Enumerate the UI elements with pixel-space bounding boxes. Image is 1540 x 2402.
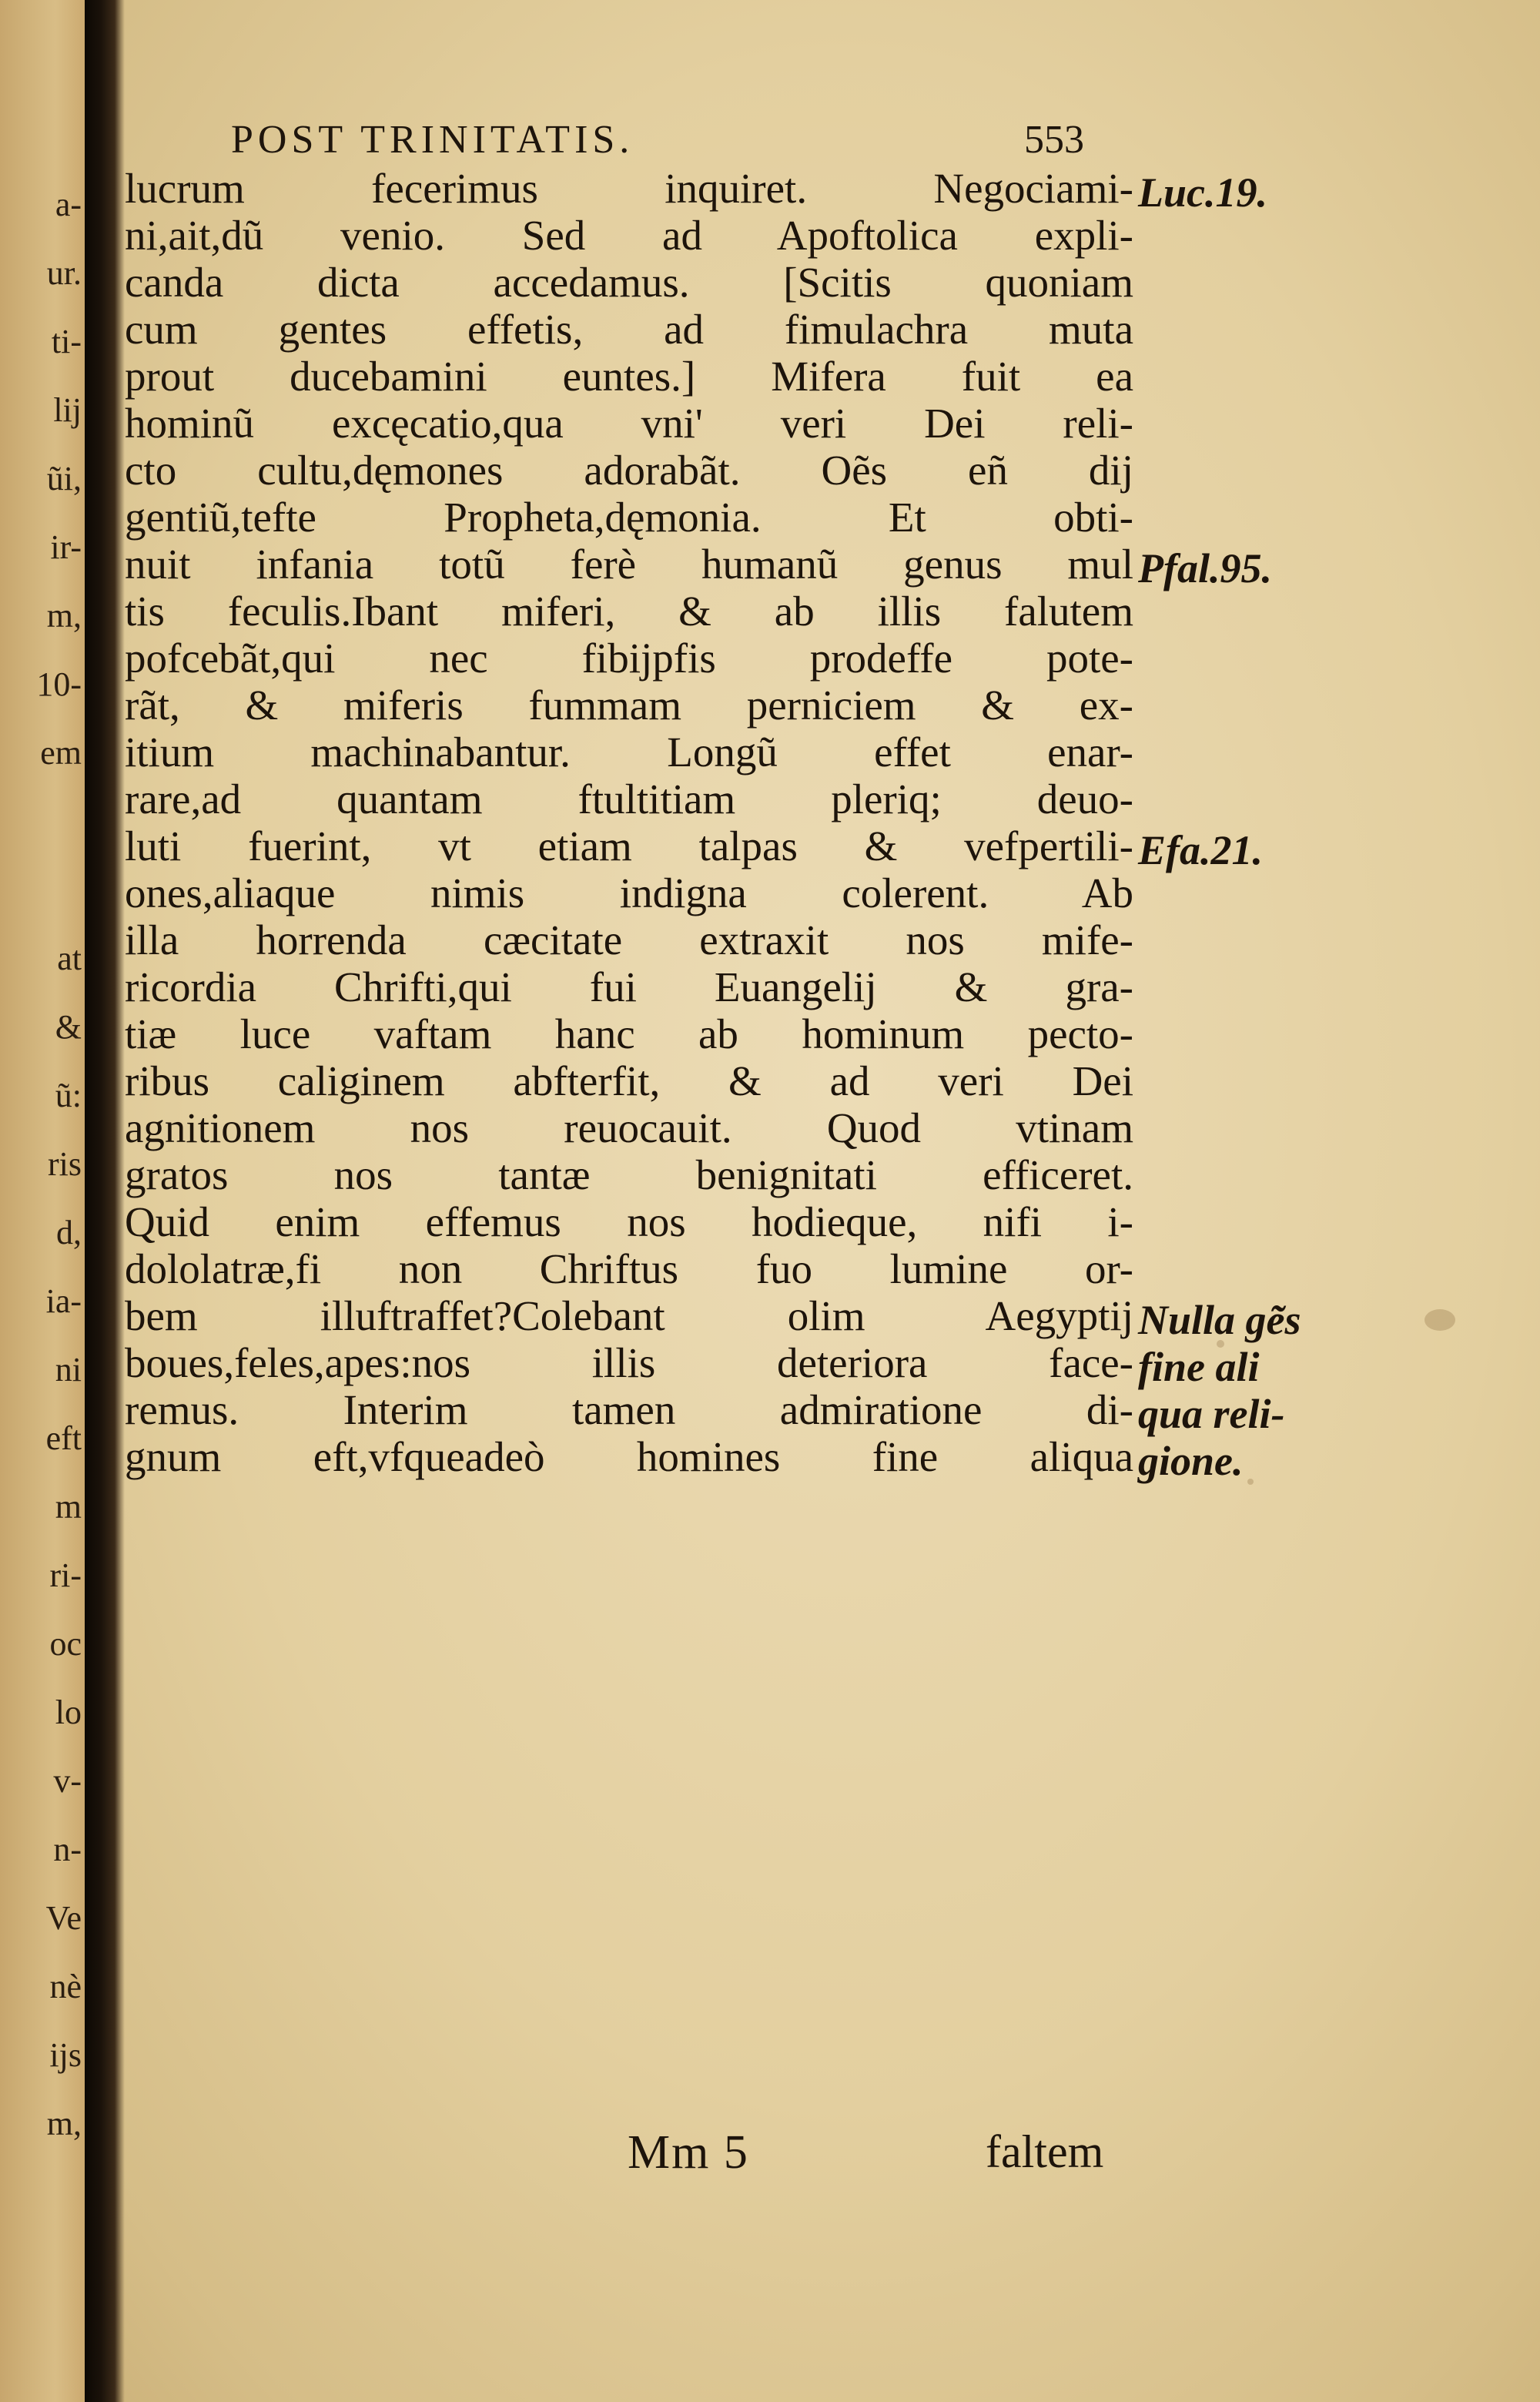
- previous-page-fragment: nè: [49, 1968, 82, 2005]
- previous-page-fragment: ir-: [50, 528, 82, 566]
- previous-page-fragment: lo: [55, 1693, 82, 1731]
- previous-page-fragment: ia-: [45, 1282, 82, 1320]
- text-line: illa horrenda cæcitate extraxit nos mife-: [125, 916, 1133, 963]
- foxing-spot: [1424, 1309, 1455, 1331]
- text-line: tiæ luce vaftam hanc ab hominum pecto-: [125, 1010, 1133, 1057]
- catchword: faltem: [986, 2126, 1104, 2177]
- text-line: nuit infania totũ ferè humanũ genus mul: [125, 541, 1133, 588]
- text-line: remus. Interim tamen admiratione di-: [125, 1386, 1133, 1433]
- previous-page-fragment: ni: [55, 1351, 82, 1389]
- previous-page-fragment: ũi,: [46, 460, 82, 497]
- text-line: canda dicta accedamus. [Scitis quoniam: [125, 259, 1133, 306]
- previous-page-fragment: lij: [53, 391, 82, 429]
- previous-page-fragment: ijs: [49, 2036, 82, 2074]
- previous-page-fragment: em: [40, 734, 82, 772]
- text-line: cum gentes effetis, ad fimulachra muta: [125, 306, 1133, 353]
- text-line: prout ducebamini euntes.] Mifera fuit ea: [125, 353, 1133, 400]
- text-line: gentiũ,tefte Propheta,dęmonia. Et obti-: [125, 494, 1133, 541]
- previous-page-fragment: &: [55, 1008, 82, 1046]
- text-line: ones,aliaque nimis indigna colerent. Ab: [125, 869, 1133, 916]
- margin-note: Nulla gẽs: [1138, 1297, 1301, 1343]
- previous-page-fragment: 10-: [36, 665, 82, 703]
- margin-note: Luc.19.: [1138, 169, 1267, 216]
- previous-page-fragment: m: [55, 1488, 82, 1526]
- previous-page-fragment: m,: [46, 2105, 82, 2142]
- previous-page-fragment: at: [57, 940, 82, 977]
- text-line: boues,feles,apes:nos illis deteriora face-: [125, 1339, 1133, 1386]
- text-line: ribus caliginem abfterfit, & ad veri Dei: [125, 1057, 1133, 1104]
- previous-page-fragment: eft: [45, 1419, 82, 1457]
- text-line: agnitionem nos reuocauit. Quod vtinam: [125, 1104, 1133, 1151]
- previous-page-fragment: ri-: [49, 1556, 82, 1594]
- previous-page-fragment: v-: [53, 1762, 82, 1800]
- previous-page-fragment: ti-: [51, 323, 82, 360]
- text-line: rãt, & miferis fummam perniciem & ex-: [125, 682, 1133, 729]
- previous-page-fragment: Ve: [45, 1899, 82, 1937]
- previous-page-fragment: n-: [53, 1831, 82, 1868]
- previous-page-fragment: ur.: [46, 254, 82, 292]
- text-line: itium machinabantur. Longũ effet enar-: [125, 729, 1133, 776]
- text-line: gnum eft,vfqueadeò homines fine aliqua: [125, 1433, 1133, 1480]
- previous-page-fragment: a-: [55, 186, 82, 223]
- margin-note: qua reli-: [1138, 1391, 1285, 1437]
- margin-note: Efa.21.: [1138, 827, 1263, 873]
- text-line: pofcebãt,qui nec fibijpfis prodeffe pote-: [125, 635, 1133, 682]
- margin-note: fine ali: [1138, 1344, 1260, 1390]
- text-line: rare,ad quantam ftultitiam pleriq; deuo-: [125, 776, 1133, 822]
- margin-note: gione.: [1138, 1438, 1244, 1484]
- body-text: [125, 165, 1133, 1480]
- book-gutter: [85, 0, 125, 2402]
- text-line: lucrum fecerimus inquiret. Negociami-: [125, 165, 1133, 212]
- text-line: hominũ excęcatio,qua vni' veri Dei reli-: [125, 400, 1133, 447]
- text-line: tis feculis.Ibant miferi, & ab illis falutem: [125, 588, 1133, 635]
- text-line: Quid enim effemus nos hodieque, nifi i-: [125, 1198, 1133, 1245]
- text-line: gratos nos tantæ benignitati efficeret.: [125, 1151, 1133, 1198]
- text-line: luti fuerint, vt etiam talpas & vefpertili-: [125, 822, 1133, 869]
- previous-page-fragment: d,: [56, 1214, 82, 1251]
- running-title: POST TRINITATIS.: [231, 118, 634, 162]
- previous-page-fragment: oc: [49, 1625, 82, 1663]
- text-line: bem illuftraffet?Colebant olim Aegyptij: [125, 1292, 1133, 1339]
- margin-note: Pfal.95.: [1138, 545, 1272, 591]
- previous-page-fragment: ũ:: [55, 1077, 82, 1114]
- text-line: ricordia Chrifti,qui fui Euangelij & gra-: [125, 963, 1133, 1010]
- signature-mark: Mm 5: [628, 2126, 749, 2179]
- text-line: cto cultu,dęmones adorabãt. Oẽs eñ dij: [125, 447, 1133, 494]
- previous-page-fragment: ris: [48, 1145, 82, 1183]
- previous-page-fragment: m,: [46, 597, 82, 635]
- text-line: ni,ait,dũ venio. Sed ad Apoftolica expli-: [125, 212, 1133, 259]
- text-line: dololatræ,fi non Chriftus fuo lumine or-: [125, 1245, 1133, 1292]
- page-number: 553: [1024, 118, 1084, 162]
